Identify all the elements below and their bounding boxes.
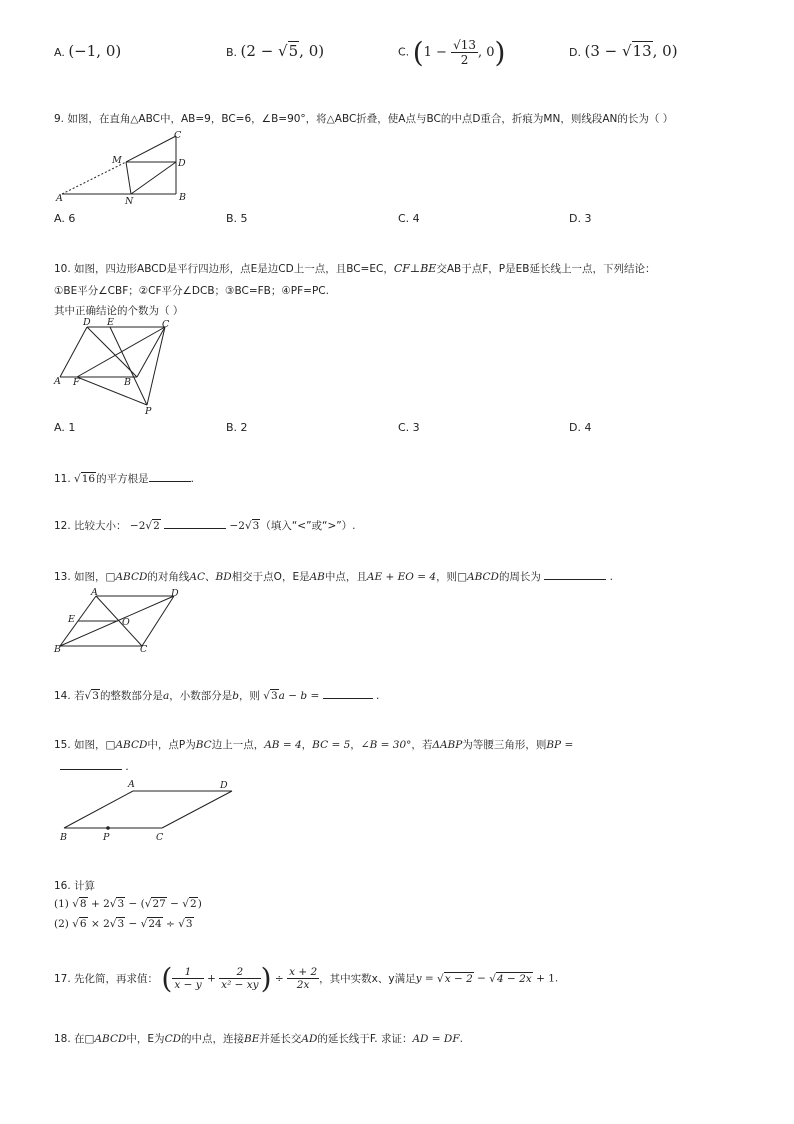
q15-label-p: P (103, 832, 110, 843)
q14-text: 14. 若√3的整数部分是a，小数部分是b，则 √3a − b = . (54, 690, 380, 702)
q8-option-a-value: (−1, 0) (68, 42, 122, 60)
q10-label-c: C (162, 319, 170, 330)
q15-answer-line: . (60, 759, 129, 773)
q13-label-a: A (91, 587, 98, 598)
q10-label-p: P (145, 406, 152, 417)
q15-label-a: A (128, 779, 135, 790)
q15-label-b: B (60, 832, 67, 843)
q13-figure (52, 585, 192, 655)
q16-title: 16. 计算 (54, 880, 96, 892)
q10-label-b: B (124, 377, 131, 388)
q12-text: 12. 比较大小： −2√2 −2√3（填入“<”或“>”）. (54, 520, 356, 532)
q11-text: 11. √16的平方根是 . (54, 473, 194, 485)
q14-answer-blank[interactable] (323, 688, 373, 699)
q9-label-d: D (178, 158, 186, 169)
q9-text: 9. 如图，在直角△ABC中，AB=9，BC=6，∠B=90°，将△ABC折叠，使A点与BC的中点D重合，折痕为MN，则线段AN的长为（ ） (54, 113, 674, 125)
q9-option-c: C. 4 (398, 212, 420, 225)
q15-label-d: D (220, 780, 228, 791)
q8-option-b: B. (2 − √5, 0) (226, 42, 325, 60)
q9-option-d: D. 3 (569, 212, 592, 225)
q9-option-b: B. 5 (226, 212, 248, 225)
q9-label-m: M (112, 155, 122, 166)
q10-figure (52, 315, 182, 417)
q15-label-c: C (156, 832, 164, 843)
q10-line1: 10. 如图，四边形ABCD是平行四边形，点E是边CD上一点，且BC=EC，CF⊥BE交AB于点F，P是EB延长线上一点，下列结论： (54, 262, 656, 275)
q8-option-c: C. (1 − $\frac{√13}{2}$ , 0) (398, 36, 506, 69)
q10-label-d: D (83, 317, 91, 328)
q13-label-d: D (171, 588, 179, 599)
q8-option-a: A. (−1, 0) (54, 42, 122, 60)
q10-label-a: A (54, 376, 61, 387)
q10-label-e: E (107, 317, 114, 328)
q16-part1: (1) √8 + 2√3 − (√27 − √2) (54, 898, 202, 910)
q8-option-d: D. (3 − √13, 0) (569, 42, 678, 60)
q17-text: 17. 先化简，再求值： ( $\frac{1}{x - y}$ + $\frac{2}{\text{x² − xy}}$ ) ÷ $\frac{x + 2}{2x}$ ，其中实数x、y满足y = √x − 2 − √4 − 2x + 1. (54, 962, 559, 995)
q10-option-c: C. 3 (398, 421, 420, 434)
q13-label-c: C (140, 644, 148, 655)
q10-label-f: F (73, 377, 80, 388)
q10-line2: ①BE平分∠CBF；②CF平分∠DCB；③BC=FB；④PF=PC. (54, 285, 329, 297)
q13-answer-blank[interactable] (544, 569, 606, 580)
q13-label-e: E (68, 614, 75, 625)
q9-label-b: B (179, 192, 186, 203)
q9-label-n: N (125, 196, 134, 204)
q9-label-c: C (174, 130, 182, 141)
q15-text: 15. 如图，□ABCD中，点P为BC边上一点，AB = 4，BC = 5，∠B = 30°，若ΔABP为等腰三角形，则BP = (54, 739, 574, 751)
q9-label-a: A (56, 193, 63, 204)
q13-text: 13. 如图，□ABCD的对角线AC、BD相交于点O，E是AB中点，且AE + EO = 4，则□ABCD的周长为 . (54, 571, 613, 583)
q13-label-o: O (122, 617, 130, 628)
q13-label-b: B (54, 644, 61, 655)
q11-answer-blank[interactable] (149, 471, 191, 482)
q9-option-a: A. 6 (54, 212, 76, 225)
q9-figure (54, 128, 194, 204)
q15-answer-blank[interactable] (60, 759, 122, 770)
q12-answer-blank[interactable] (164, 518, 226, 529)
q16-part2: (2) √6 × 2√3 − √24 ÷ √3 (54, 918, 193, 930)
q18-text: 18. 在□ABCD中，E为CD的中点，连接BE并延长交AD的延长线于F. 求证：AD = DF. (54, 1033, 463, 1045)
q10-option-b: B. 2 (226, 421, 248, 434)
q10-option-d: D. 4 (569, 421, 592, 434)
q15-figure (56, 775, 246, 845)
q10-line3: 其中正确结论的个数为（ ） (54, 305, 184, 317)
q10-option-a: A. 1 (54, 421, 76, 434)
